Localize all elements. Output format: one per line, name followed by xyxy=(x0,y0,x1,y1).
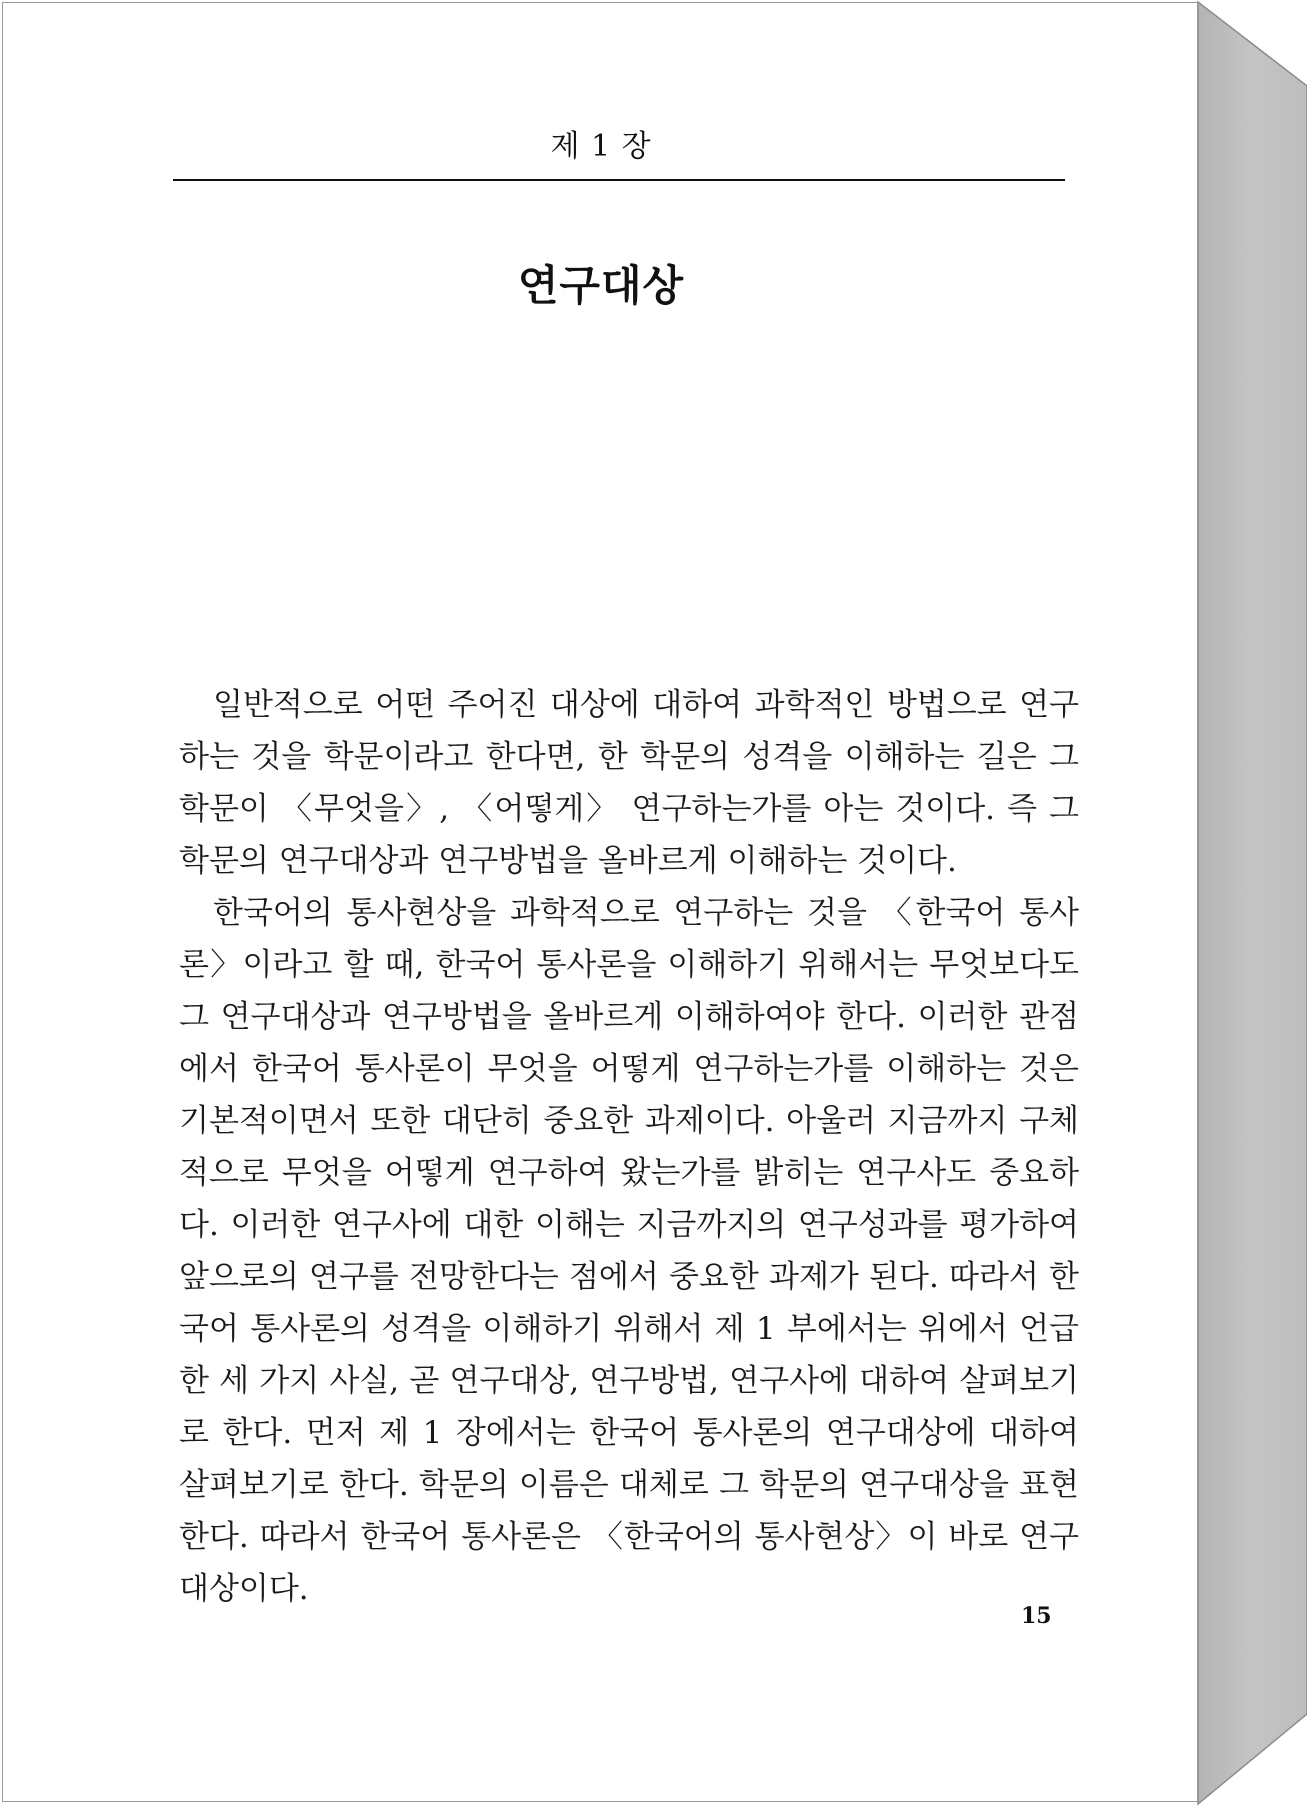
chapter-title: 연구대상 xyxy=(517,261,685,310)
book-page xyxy=(2,2,1198,1802)
paragraph: 일반적으로 어떤 주어진 대상에 대하여 과학적인 방법으로 연구하는 것을 학문이라고 한다면, 한 학문의 성격을 이해하는 길은 그 학문이 〈무엇을〉, 〈어떻게〉 연구하는가를 아는 것이다. 즉 그 학문의 연구대상과 연구방법을 올바르게 이해하는 것이다. xyxy=(179,687,1079,879)
chapter-label: 제 1 장 xyxy=(550,129,652,164)
page-number: 15 xyxy=(1021,1603,1052,1629)
paragraph: 한국어의 통사현상을 과학적으로 연구하는 것을 〈한국어 통사론〉이라고 할 때, 한국어 통사론을 이해하기 위해서는 무엇보다도 그 연구대상과 연구방법을 올바르게 이해하여야 한다. 이러한 관점에서 한국어 통사론이 무엇을 어떻게 연구하는가를 이해하는 것은 기본적이면서 또한 대단히 중요한 과제이다. 아울러 지금까지 구체적으로 무엇을 어떻게 연구하여 왔는가를 밝히는 연구사도 중요하다. 이러한 연구사에 대한 이해는 지금까지의 연구성과를 평가하여 앞으로의 연구를 전망한다는 점에서 중요한 과제가 된다. 따라서 한국어 통사론의 성격을 이해하기 위해서 제 1 부에서는 위에서 언급한 세 가지 사실, 곧 연구대상, 연구방법, 연구사에 대하여 살펴보기로 한다. 먼저 제 1 장에서는 한국어 통사론의 연구대상에 대하여 살펴보기로 한다. 학문의 이름은 대체로 그 학문의 연구대상을 표현한다. 따라서 한국어 통사론은 〈한국어의 통사현상〉이 바로 연구대상이다. xyxy=(179,895,1079,1607)
body-text xyxy=(179,679,1079,1615)
chapter-divider xyxy=(173,179,1065,181)
